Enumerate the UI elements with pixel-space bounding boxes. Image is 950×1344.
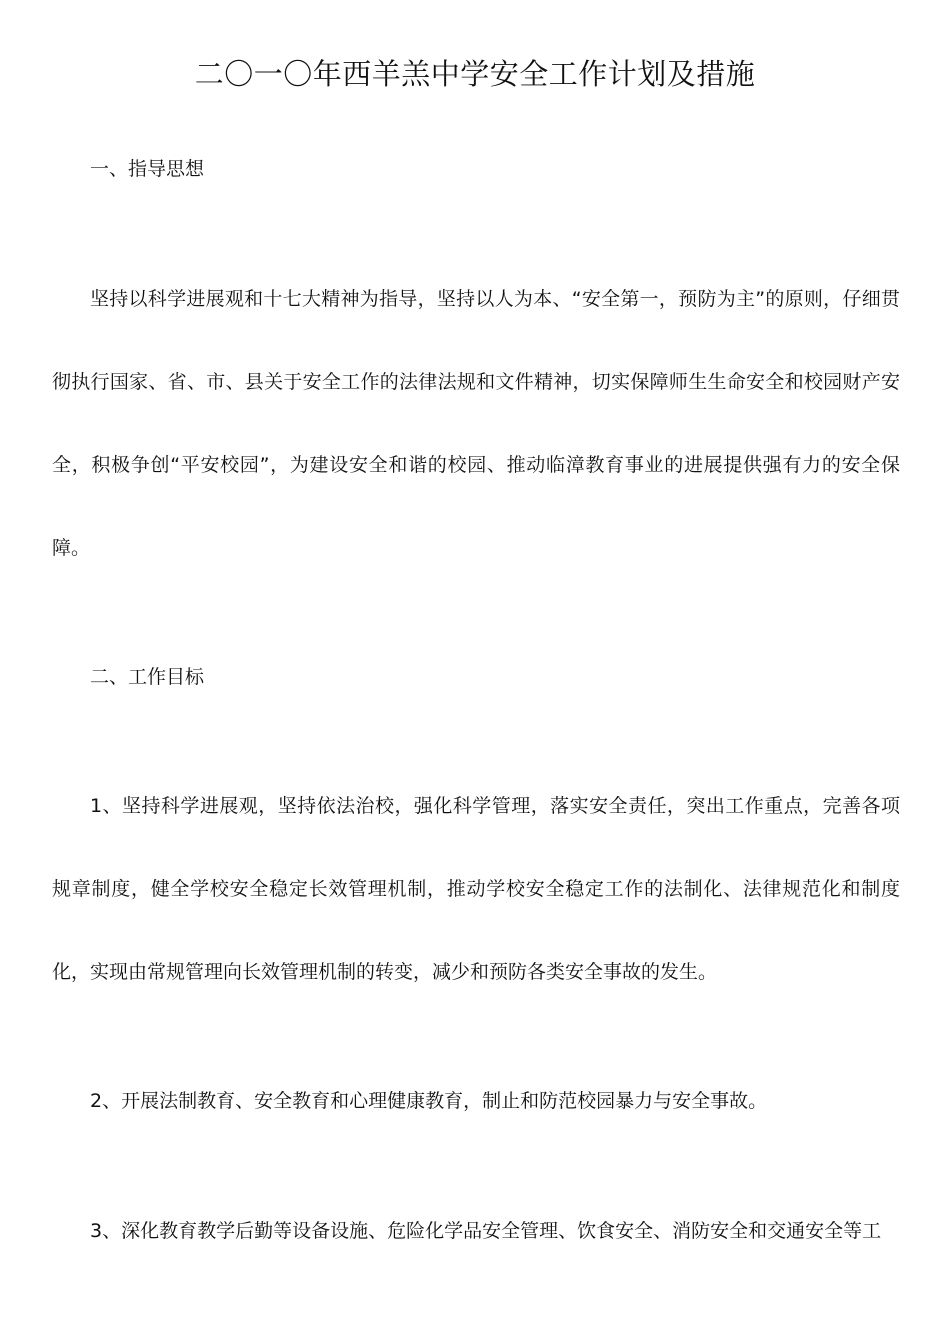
paragraph-goal-3: 3、深化教育教学后勤等设备设施、危险化学品安全管理、饮食安全、消防安全和交通安全等工 bbox=[90, 1220, 882, 1242]
document-title: 二〇一〇年西羊羔中学安全工作计划及措施 bbox=[194, 57, 756, 91]
paragraph-guiding-ideology: 坚持以科学进展观和十七大精神为指导，坚持以人为本、“安全第一，预防为主”的原则，仔细贯彻执行国家、省、市、县关于安全工作的法律法规和文件精神，切实保障师生生命安全和校园财产安全，积极争创“平安校园”，为建设安全和谐的校园、推动临漳教育事业的进展提供强有力的安全保障。 bbox=[52, 288, 900, 559]
section-heading-work-goals: 二、工作目标 bbox=[90, 666, 205, 688]
paragraph-goal-1: 1、坚持科学进展观，坚持依法治校，强化科学管理，落实安全责任，突出工作重点，完善各项规章制度，健全学校安全稳定长效管理机制，推动学校安全稳定工作的法制化、法律规范化和制度化，实现由常规管理向长效管理机制的转变，减少和预防各类安全事故的发生。 bbox=[52, 795, 900, 983]
paragraph-goal-2: 2、开展法制教育、安全教育和心理健康教育，制止和防范校园暴力与安全事故。 bbox=[90, 1090, 768, 1112]
section-heading-guiding-ideology: 一、指导思想 bbox=[90, 158, 205, 180]
